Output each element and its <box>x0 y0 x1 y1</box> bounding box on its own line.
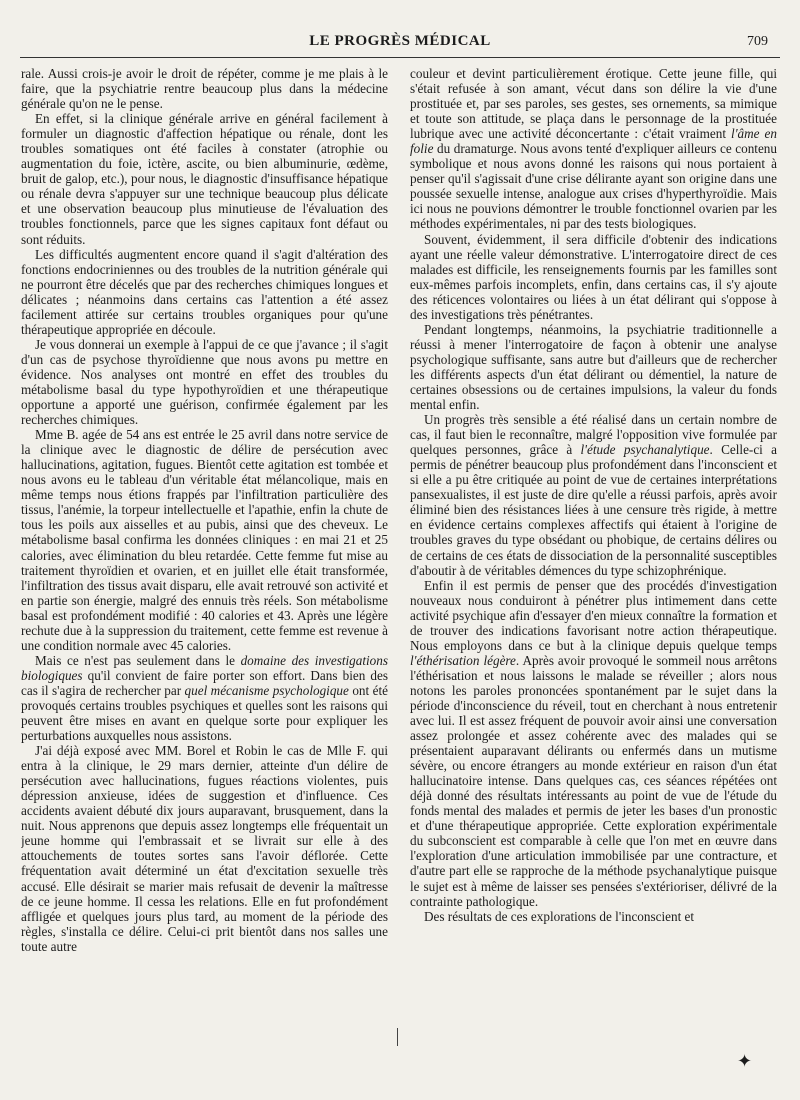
italic-text: l'âme en folie <box>410 126 777 157</box>
text-run: ont été provoqués certains troubles psychiques et quelles sont les raisons qui peuvent être mises en avant en quelque sorte pour expliquer les perturbations auxquelles nous assistons. <box>21 682 388 744</box>
paragraph: En effet, si la clinique générale arrive en général facilement à formuler un diagnostic d'affection hépatique ou rénale, dont les troubles somatiques ont été faciles à constater (atrophie ou augmentation du foie, ictère, ascite, ou bien albuminurie, œdème, bruit de galop, etc.), pour nous, le diagnostic d'insuffisance hépatique ou rénale devra s'appuyer sur une technique beaucoup plus délicate et une observation beaucoup plus minutieuse de l'évaluation des troubles fonctionnels, parce que les signes capitaux font défaut ou sont réduits. <box>21 111 388 247</box>
text-run: Un progrès très sensible a été réalisé dans un certain nombre de cas, il faut bien le reconnaître, malgré l'opposition vive formulée par quelques personnes, grâce à <box>410 412 777 458</box>
text-run: . Celle-ci a permis de pénétrer beaucoup plus profondément dans l'inconscient et si elle a pu être critiquée au point de vue de certaines interprétations pansexualistes, il est juste de dire qu'elle a réussi parfois, après avoir éliminé bien des résistances liées à une censure très rigide, à mettre en évidence certains complexes affectifs qui étaient à l'origine de troubles graves du type obsédant ou phobique, de certains délires ou de certains de ces états de dissociation de la personnalité susceptibles d'aboutir à de véritables démences du type schizophrénique. <box>410 442 777 578</box>
italic-text: l'étude psychanalytique <box>580 442 710 458</box>
text-run: couleur et devint particulièrement érotique. Cette jeune fille, qui s'était refusée à son amant, vécut dans son délire la vie d'une prostituée et, par ses paroles, ses gestes, ses ornements, sa mimique et toute son attitude, se plaça dans le personnage de la prostituée lubrique avec une activité déconcertante : c'était vraiment <box>410 66 777 142</box>
paragraph: rale. Aussi crois-je avoir le droit de répéter, comme je me plais à le faire, que la psychiatrie rentre beaucoup plus dans la médecine générale qu'on ne le pense. <box>21 66 388 112</box>
right-column <box>410 66 777 1076</box>
paragraph: Des résultats de ces explorations de l'inconscient et <box>424 908 695 924</box>
journal-title: LE PROGRÈS MÉDICAL <box>309 33 491 49</box>
column-divider <box>397 1028 398 1046</box>
paragraph <box>410 412 777 578</box>
text-run: . Après avoir provoqué le sommeil nous arrêtons l'éthérisation et nous laissons le malade se réveiller ; alors nous notons les paroles prononcées spontanément par le sujet dans la période d'inconscience du réveil, tout en cherchant à nous entretenir avec lui. Il est assez fréquent de pouvoir avoir ainsi une conversation assez prolongée et assez cohérente avec des malades qui se présentaient auparavant délirants ou enfermés dans un mutisme sévère, ou encore étrangers au monde extérieur en raison d'un état hallucinatoire intense. Dans quelques cas, ces séances répétées ont déjà donné des résultats intéressants au point de vue de l'étude du fonds mental des malades et permis de jeter les bases d'un pronostic et d'une thérapeutique appropriée. Cette exploration expérimentale du subconscient est comparable à celle que l'on met en œuvre dans l'exploration d'une articulation immobilisée par une contracture, et d'autre part elle se rapproche de la méthode psychanalytique puisque le sujet est à même de laisser ses pensées s'extérioriser, délivré de la contrainte pathologique. <box>410 652 777 909</box>
paragraph: Les difficultés augmentent encore quand il s'agit d'altération des fonctions endocriniennes ou des troubles de la nutrition générale qui ne pourront être décelés que par des recherches chimiques longues et délicates ; néanmoins dans certains cas l'attention a été assez facilement attirée sur certains troubles organiques pour qu'une thérapeutique appropriée en découle. <box>21 246 388 337</box>
paragraph: J'ai déjà exposé avec MM. Borel et Robin le cas de Mlle F. qui entra à la clinique, le 29 mars dernier, atteinte d'un délire de persécution avec hallucinations, fugues réactions violentes, puis dépression anxieuse, idées de suggestion et d'influence. Ces accidents avaient débuté dix jours auparavant, brusquement, dans la nuit. Nous apprenons que depuis assez longtemps elle fréquentait un jeune homme qui l'embrassait et se livrait sur elle à des attouchements de toutes sortes sans l'avoir déflorée. Cette fréquentation avait déterminé un état d'excitation sexuelle très accusé. Elle désirait se marier mais refusait de devenir la maîtresse de ce jeune homme. Il cessa les relations. Elle en fut profondément affligée et quelques jours plus tard, au moment de la période des règles, s'installa ce délire. Celui-ci prit bientôt dans nos salles une toute autre <box>21 743 388 954</box>
italic-text: quel mécanisme psychologique <box>184 682 349 698</box>
paragraph <box>410 578 777 909</box>
ornament-icon: ✦ <box>737 1051 753 1071</box>
page-header <box>20 33 780 55</box>
italic-text: l'éthérisation légère <box>410 652 516 668</box>
paragraph <box>410 66 777 232</box>
left-column <box>21 66 388 1076</box>
italic-text: domaine des investigations biologiques <box>21 652 388 683</box>
text-run: Enfin il est permis de penser que des procédés d'investigation nouveaux nous conduiront à pénétrer plus intimement dans cette activité psychique afin d'essayer d'en mieux connaître la formation et de trouver des indications favorisant notre action thérapeutique. Nous employons dans ce but à la clinique depuis quelque temps <box>410 577 777 653</box>
text-run: qu'il convient de faire porter son effort. Dans bien des cas il s'agira de rechercher par <box>21 667 388 698</box>
text-run: du dramaturge. Nous avons tenté d'expliquer ailleurs ce contenu symbolique et nous avons donné les raisons qui nous portaient à penser qu'il s'agissait d'une crise délirante ayant son origine dans une poussée sexuelle intense, analogue aux crises d'hyperthyroïdie. Mais ici nous ne pouvions démontrer le trouble fonctionnel ovarien par les méthodes expérimentales, ni par des tests biologiques. <box>410 141 777 232</box>
page-number: 709 <box>747 34 768 49</box>
text-run: Mais ce n'est pas seulement dans le <box>35 652 241 668</box>
paragraph: Je vous donnerai un exemple à l'appui de ce que j'avance ; il s'agit d'un cas de psychose thyroïdienne que nous avons pu mettre en évidence. Nos analyses ont montré en effet des troubles du métabolisme basal du type hypothyroïdien et une thérapeutique opportune a apporté une guérison, confirmée également par les recherches chimiques. <box>21 336 388 428</box>
paragraph <box>21 653 388 743</box>
paragraph: Mme B. agée de 54 ans est entrée le 25 avril dans notre service de la clinique avec le diagnostic de délire de persécution avec hallucinations, agitation, fugues. Bientôt cette agitation est tombée et nous avons eu le tableau d'un véritable état mélancolique, mais en même temps nous étions frappés par l'infiltration particulière des tissus, l'anémie, la torpeur intellectuelle et l'apathie, enfin la chute de tous les poils aux aisselles et au pubis, ainsi que des cheveux. Le métabolisme basal confirma les données cliniques : en mai 21 et 25 calories, avec élimination du bleu retardée. Cette femme fut mise au traitement thyroïdien et ovarien, et en juillet elle était transformée, l'infiltration des tissus avait disparu, elle avait retrouvé son activité et en partie son énergie, malgré des ennuis très réels. Son métabolisme basal est profondément modifié : 40 calories et 43. Après une légère rechute due à la suppression du traitement, cette femme est revenue à une condition normale avec 45 calories. <box>21 427 388 653</box>
paragraph: Souvent, évidemment, il sera difficile d'obtenir des indications ayant une réelle valeur démonstrative. L'interrogatoire direct de ces malades est difficile, les renseignements fournis par les familles sont eux-mêmes parfois incomplets, enfin, dans certains cas, il s'y ajoute des réticences volontaires ou liées à un état délirant qui s'oppose à des investigations très pénétrantes. <box>410 231 777 322</box>
header-rule <box>20 57 780 58</box>
paragraph: Pendant longtemps, néanmoins, la psychiatrie traditionnelle a réussi à mener l'interrogatoire de façon à obtenir une analyse psychologique suffisante, sans autre but d'ailleurs que de rechercher les différents aspects d'un état délirant ou démentiel, la nature de certaines obsessions ou de certaines impulsions, la valeur du fonds mental enfin. <box>410 321 777 413</box>
